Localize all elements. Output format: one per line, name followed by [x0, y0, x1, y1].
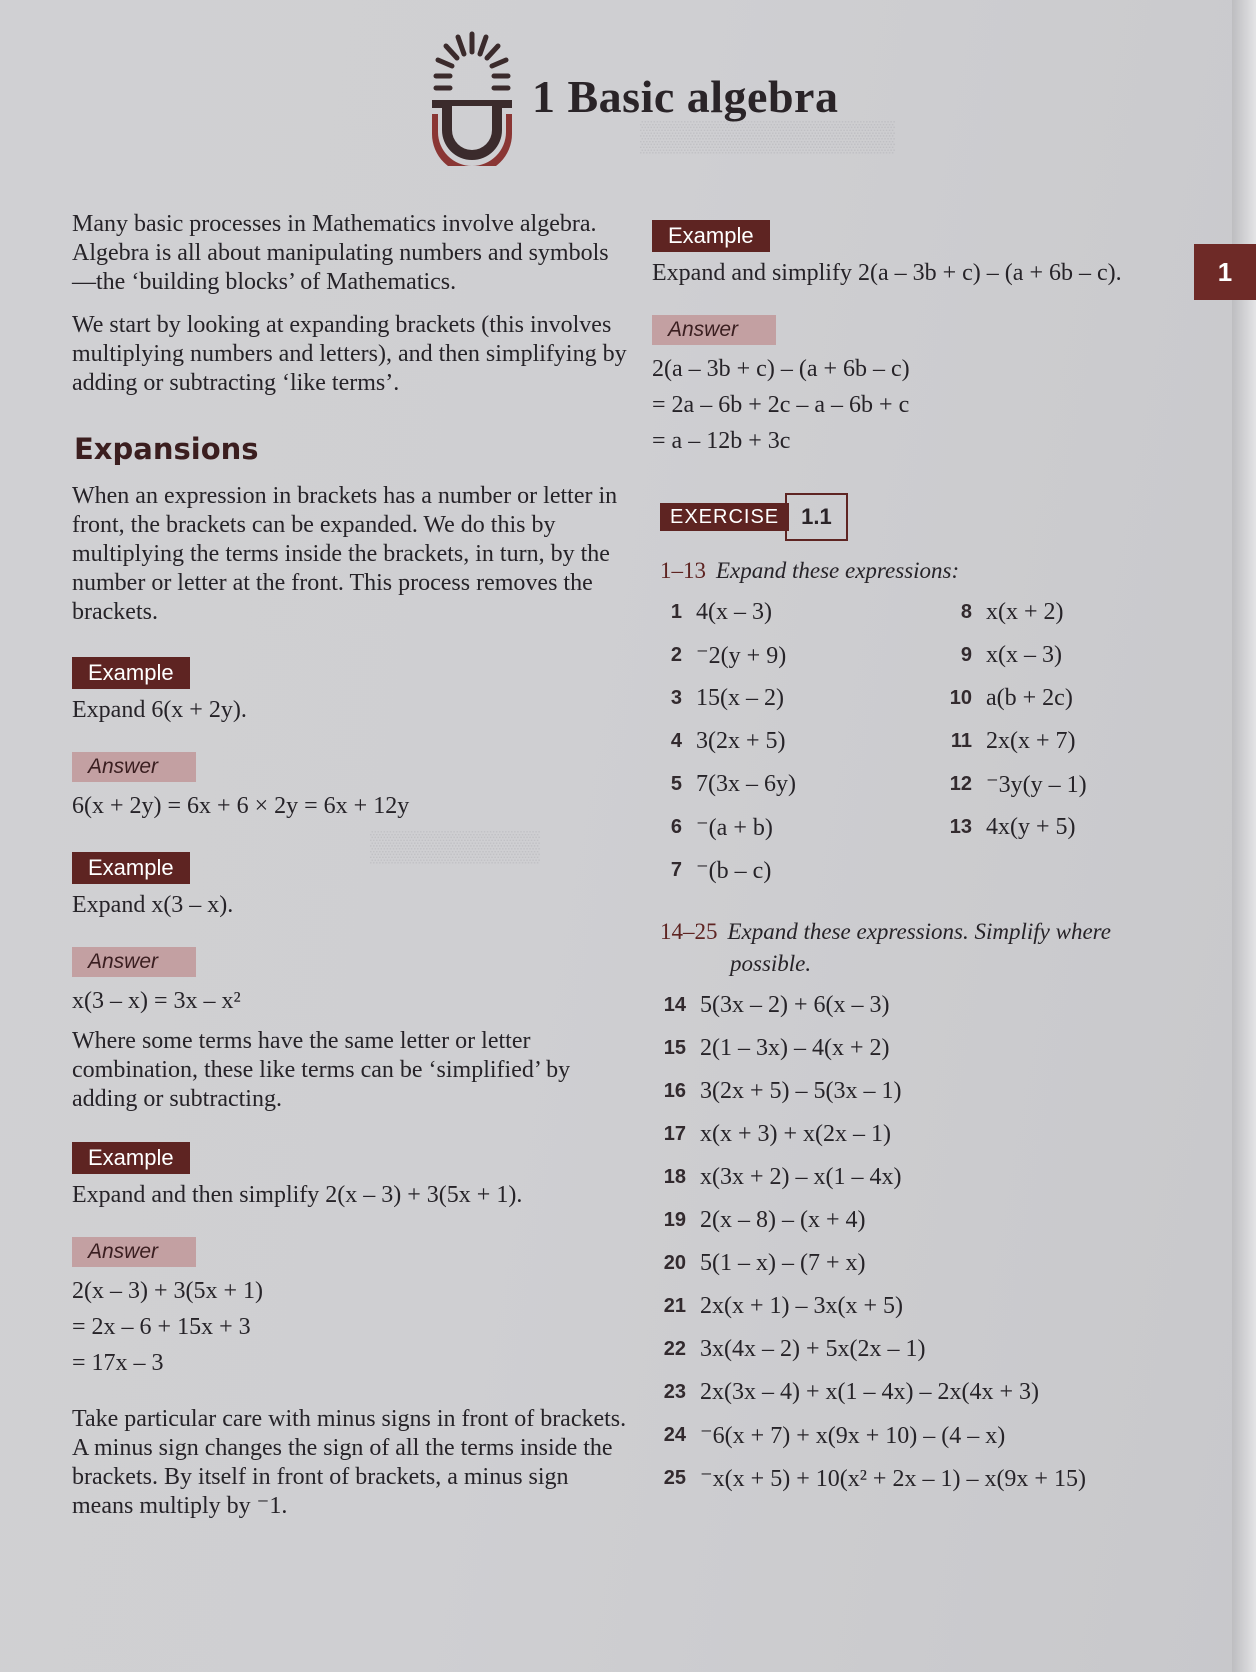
- question-number: 13: [949, 816, 972, 838]
- exercise-number: 1.1: [785, 493, 848, 541]
- exercise-item: [942, 640, 1172, 671]
- exercise-item: [652, 1033, 1172, 1064]
- question-expression: 7(3x – 6y): [696, 771, 796, 797]
- exercise-header: [660, 493, 1172, 541]
- question-expression: ⁻(a + b): [696, 815, 773, 841]
- intro-paragraph: Many basic processes in Mathematics involve algebra. Algebra is all about manipulating numbers and symbols—the ‘building blocks’ of Mathematics.: [72, 211, 609, 295]
- example-block: [652, 216, 1172, 459]
- question-list: [652, 990, 1172, 1494]
- question-number: 21: [663, 1295, 686, 1317]
- answer-line: 2(a – 3b + c) – (a + 6b – c): [652, 356, 910, 382]
- question-number: 14: [663, 994, 686, 1016]
- exercise-item: [652, 683, 942, 714]
- exercise-item: [652, 1377, 1172, 1408]
- answer-label: Answer: [72, 752, 196, 782]
- question-expression: 2x(3x – 4) + x(1 – 4x) – 2x(4x + 3): [700, 1379, 1040, 1405]
- question-number: 16: [663, 1080, 686, 1102]
- exercise-grid: [652, 597, 1172, 886]
- answer-line: = 2a – 6b + 2c – a – 6b + c: [652, 392, 910, 418]
- question-number: 5: [670, 773, 682, 795]
- question-number: 1: [670, 601, 682, 623]
- exercise-item: [652, 1420, 1172, 1451]
- answer-line: 2(x – 3) + 3(5x + 1): [72, 1278, 264, 1304]
- question-range: 1–13: [660, 558, 706, 583]
- exercise-item: [652, 726, 942, 757]
- answer-line: = 2x – 6 + 15x + 3: [72, 1314, 251, 1340]
- example-question: Expand and simplify 2(a – 3b + c) – (a + 6b – c).: [652, 260, 1122, 286]
- left-column: [72, 210, 632, 1535]
- question-number: 23: [663, 1381, 686, 1403]
- question-number: 4: [670, 730, 682, 752]
- answer-line: = 17x – 3: [72, 1350, 164, 1376]
- instruction-text: Expand these expressions. Simplify where: [727, 919, 1111, 944]
- show-through-text: ▒▒▒▒▒▒▒▒: [370, 830, 541, 863]
- answer-label: Answer: [72, 1237, 196, 1267]
- question-number: 8: [960, 601, 972, 623]
- exercise-item: [652, 1334, 1172, 1365]
- answer-label: Answer: [652, 315, 776, 345]
- example-block: [72, 848, 632, 1114]
- question-number: 17: [663, 1123, 686, 1145]
- exercise-item: [942, 769, 1172, 800]
- exercise-item: [652, 1162, 1172, 1193]
- exercise-instruction: [660, 916, 1172, 980]
- exercise-item: [652, 1248, 1172, 1279]
- question-expression: 4x(y + 5): [986, 814, 1076, 840]
- example-label: Example: [72, 1142, 190, 1174]
- question-expression: x(x + 3) + x(2x – 1): [700, 1121, 892, 1147]
- example-question: Expand x(3 – x).: [72, 892, 234, 918]
- exercise-item: [652, 1463, 1172, 1494]
- chapter-title: 1 Basic algebra: [532, 71, 839, 122]
- exercise-label: EXERCISE: [660, 503, 789, 531]
- question-number: 15: [663, 1037, 686, 1059]
- question-expression: x(3x + 2) – x(1 – 4x): [700, 1164, 902, 1190]
- exercise-item: [652, 990, 1172, 1021]
- question-number: 11: [950, 730, 972, 752]
- answer-line: 6(x + 2y) = 6x + 6 × 2y = 6x + 12y: [72, 793, 410, 819]
- answer-line: = a – 12b + 3c: [652, 428, 791, 454]
- exercise-instruction: [660, 555, 1172, 587]
- question-expression: 15(x – 2): [696, 685, 784, 711]
- exercise-item: [942, 812, 1172, 843]
- question-number: 20: [663, 1252, 686, 1274]
- question-expression: a(b + 2c): [986, 685, 1073, 711]
- question-column: [652, 597, 942, 886]
- exercise-item: [652, 640, 942, 671]
- question-expression: ⁻3y(y – 1): [986, 772, 1087, 798]
- question-expression: 5(1 – x) – (7 + x): [700, 1250, 866, 1276]
- example-question: Expand and then simplify 2(x – 3) + 3(5x + 1).: [72, 1182, 523, 1208]
- question-expression: 3(2x + 5): [696, 728, 786, 754]
- exercise-item: [652, 769, 942, 800]
- minus-sign-paragraph: Take particular care with minus signs in front of brackets. A minus sign changes the sign of all the terms inside the brackets. By itself in front of brackets, a minus sign means multiply by ⁻1.: [72, 1406, 627, 1519]
- question-expression: 4(x – 3): [696, 599, 772, 625]
- answer-line: x(3 – x) = 3x – x²: [72, 988, 241, 1014]
- question-number: 24: [663, 1424, 686, 1446]
- right-column: [652, 216, 1172, 1494]
- question-number: 3: [670, 687, 682, 709]
- exercise-item: [942, 683, 1172, 714]
- exercise-item: [652, 1119, 1172, 1150]
- question-expression: 2x(x + 7): [986, 728, 1076, 754]
- question-number: 6: [670, 816, 682, 838]
- question-expression: 2x(x + 1) – 3x(x + 5): [700, 1293, 904, 1319]
- exercise-item: [652, 1291, 1172, 1322]
- intro-paragraph: We start by looking at expanding brackets (this involves multiplying numbers and letters), and then simplifying by adding or subtracting ‘like terms’.: [72, 312, 627, 396]
- example-label: Example: [652, 220, 770, 252]
- show-through-text: ▒▒▒▒▒▒▒▒▒▒▒▒: [640, 120, 896, 153]
- question-expression: ⁻2(y + 9): [696, 643, 787, 669]
- example-label: Example: [72, 852, 190, 884]
- exercise-item: [652, 1205, 1172, 1236]
- question-number: 25: [663, 1467, 686, 1489]
- example-block: [72, 1138, 632, 1381]
- question-number: 18: [663, 1166, 686, 1188]
- question-expression: 5(3x – 2) + 6(x – 3): [700, 992, 890, 1018]
- question-expression: ⁻6(x + 7) + x(9x + 10) – (4 – x): [700, 1423, 1006, 1449]
- like-terms-paragraph: Where some terms have the same letter or letter combination, these like terms can be ‘simplified’ by adding or subtracting.: [72, 1028, 571, 1112]
- question-range: 14–25: [660, 919, 718, 944]
- answer-label: Answer: [72, 947, 196, 977]
- question-number: 22: [663, 1338, 686, 1360]
- question-number: 10: [949, 687, 972, 709]
- question-number: 19: [663, 1209, 686, 1231]
- question-expression: x(x + 2): [986, 599, 1064, 625]
- instruction-text: Expand these expressions:: [716, 558, 960, 583]
- question-number: 9: [960, 644, 972, 666]
- chapter-number-tab: 1: [1194, 244, 1256, 300]
- example-block: [72, 653, 632, 824]
- exercise-item: [942, 597, 1172, 628]
- question-number: 12: [949, 773, 972, 795]
- question-expression: ⁻(b – c): [696, 858, 772, 884]
- instruction-text-continued: possible.: [730, 951, 812, 976]
- question-expression: ⁻x(x + 5) + 10(x² + 2x – 1) – x(9x + 15): [700, 1466, 1086, 1492]
- question-number: 2: [670, 644, 682, 666]
- question-number: 7: [670, 859, 682, 881]
- section-heading: Expansions: [74, 432, 259, 466]
- question-expression: 2(1 – 3x) – 4(x + 2): [700, 1035, 890, 1061]
- question-expression: 3(2x + 5) – 5(3x – 1): [700, 1078, 902, 1104]
- expansions-paragraph: When an expression in brackets has a number or letter in front, the brackets can be expanded. We do this by multiplying the terms inside the brackets, in turn, by the number or letter at the front. This process removes the brackets.: [72, 483, 618, 625]
- exercise-item: [652, 1076, 1172, 1107]
- exercise-item: [652, 597, 942, 628]
- exercise-item: [652, 855, 942, 886]
- example-question: Expand 6(x + 2y).: [72, 697, 247, 723]
- question-expression: x(x – 3): [986, 642, 1062, 668]
- exercise-item: [942, 726, 1172, 757]
- exercise-item: [652, 812, 942, 843]
- question-column: [942, 597, 1172, 886]
- example-label: Example: [72, 657, 190, 689]
- question-expression: 2(x – 8) – (x + 4): [700, 1207, 866, 1233]
- question-expression: 3x(4x – 2) + 5x(2x – 1): [700, 1336, 926, 1362]
- keyhole-arch-icon: [422, 26, 522, 166]
